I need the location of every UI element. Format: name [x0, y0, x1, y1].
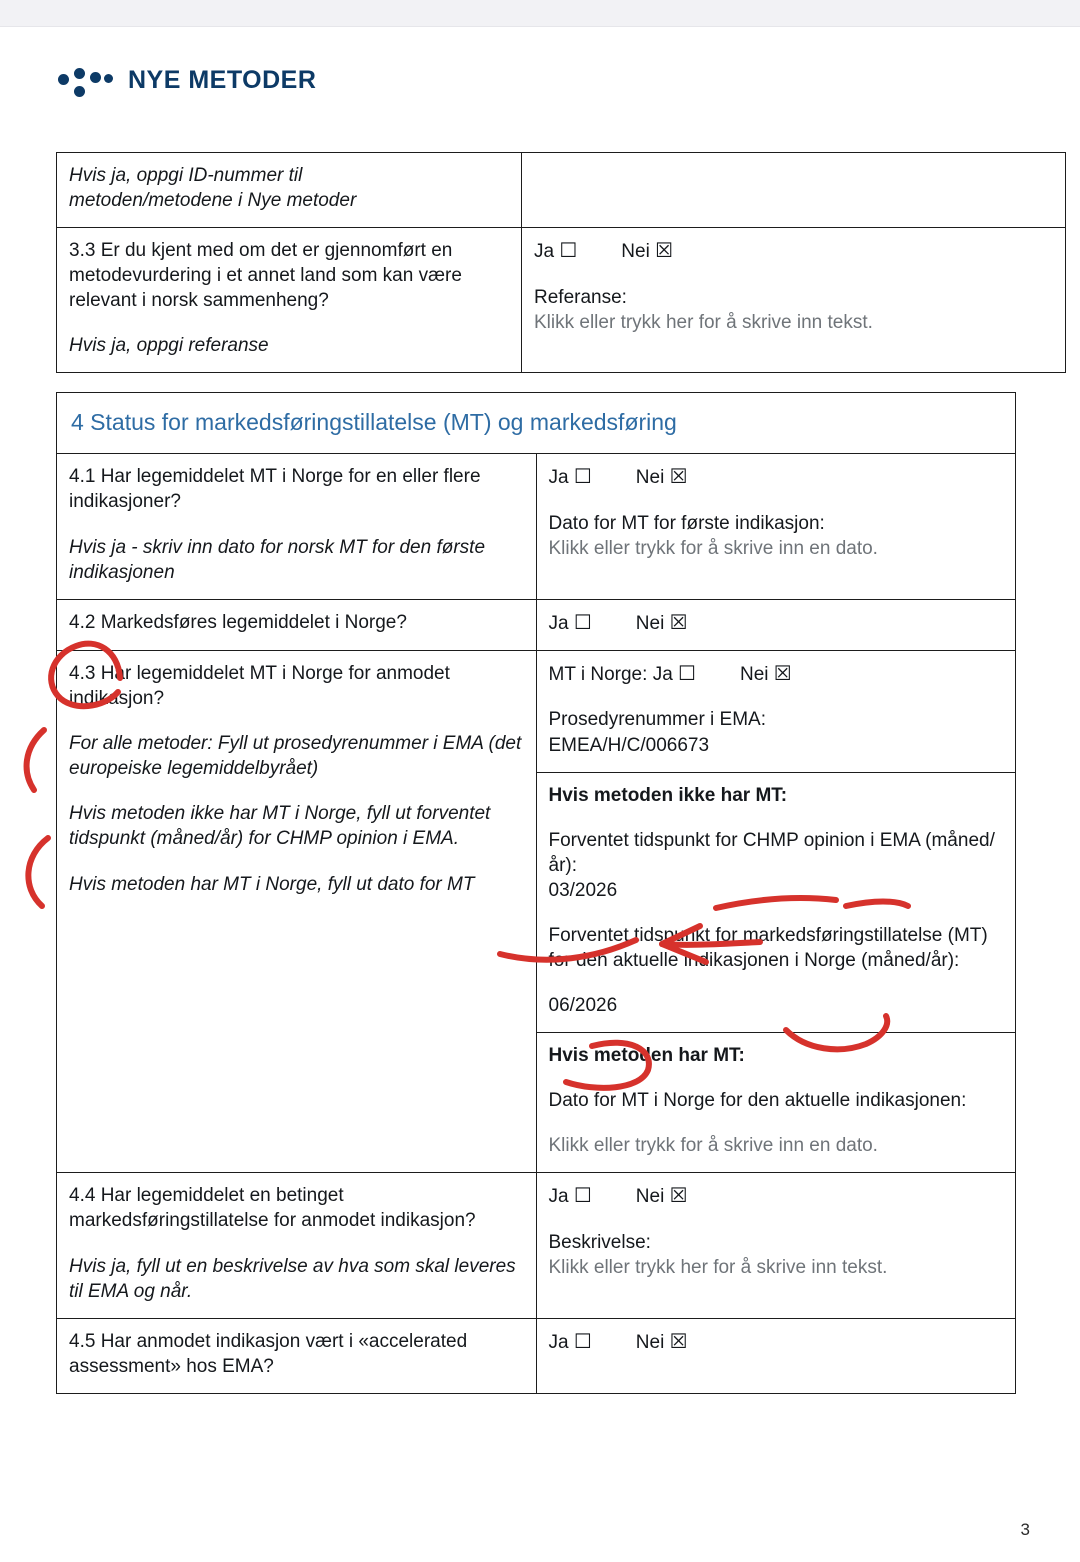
row-answer-cell [536, 599, 1016, 650]
checkbox-nei[interactable]: ☒ [669, 611, 688, 634]
option-ja[interactable]: Ja ☐ [548, 466, 592, 489]
expected-mt-norway-label: Forventet tidspunkt for markedsføringstillatelse (MT) for den aktuelle indikasjonen i Norge (måned/år): [548, 924, 988, 971]
has-mt-heading: Hvis metoden har MT: [548, 1045, 745, 1067]
brand-name: NYE METODER [128, 65, 317, 94]
option-nei[interactable]: Nei ☒ [635, 1330, 688, 1353]
yes-no-group[interactable] [549, 661, 1004, 687]
procedure-number-value[interactable]: EMEA/H/C/006673 [548, 734, 710, 756]
row-label-line: Hvis ja, oppgi ID-nummer til [69, 165, 303, 186]
checkbox-nei[interactable]: ☒ [669, 466, 688, 489]
option-nei[interactable]: Nei ☒ [635, 1185, 688, 1208]
row-label-line: metoden/metodene i Nye metoder [69, 190, 357, 212]
option-ja[interactable]: Ja ☐ [534, 240, 578, 263]
row-label-cell [57, 599, 537, 650]
table-row [57, 1318, 1016, 1393]
table-section-4 [56, 392, 1016, 1394]
row-answer-cell[interactable] [522, 153, 1066, 228]
table-row [57, 454, 1016, 599]
row-answer-cell [536, 454, 1016, 599]
option-nei[interactable]: Nei ☒ [621, 240, 674, 263]
table-row [57, 599, 1016, 650]
checkbox-ja[interactable]: ☐ [678, 663, 696, 686]
checkbox-nei[interactable]: ☒ [773, 663, 792, 686]
reference-label: Referanse: [534, 286, 627, 308]
row-label-cell [57, 454, 537, 599]
checkbox-ja[interactable]: ☐ [573, 611, 592, 634]
row-label-cell [57, 153, 522, 228]
brand-logo [58, 58, 316, 102]
checkbox-ja[interactable]: ☐ [559, 240, 578, 263]
mt-date-placeholder[interactable]: Klikk eller trykk for å skrive inn en dato. [548, 1135, 878, 1157]
checkbox-ja[interactable]: ☐ [573, 1330, 592, 1353]
table-row [57, 651, 1016, 773]
option-ja[interactable]: Ja ☐ [548, 1330, 592, 1353]
procedure-number-label: Prosedyrenummer i EMA: [548, 709, 767, 731]
section-title: 4 Status for markedsføringstillatelse (MT) og markedsføring [71, 409, 677, 435]
row-answer-cell [536, 651, 1016, 773]
checkbox-nei[interactable]: ☒ [669, 1330, 688, 1353]
yes-no-group[interactable] [549, 1183, 1004, 1209]
row-label-cell [57, 228, 522, 373]
row-answer-cell [536, 1318, 1016, 1393]
row-answer-cell [536, 772, 1016, 1033]
question-hint: Hvis ja - skriv inn dato for norsk MT for den første indikasjonen [69, 536, 486, 583]
description-placeholder[interactable]: Klikk eller trykk her for å skrive inn tekst. [548, 1256, 888, 1278]
section-header-row [57, 393, 1016, 454]
table-row [57, 228, 1066, 373]
no-mt-heading: Hvis metoden ikke har MT: [548, 784, 788, 806]
chmp-opinion-value[interactable]: 03/2026 [548, 879, 618, 901]
option-ja[interactable]: Ja ☐ [548, 611, 592, 634]
option-nei[interactable]: Nei ☒ [635, 611, 688, 634]
nye-metoder-dots-icon [58, 58, 112, 102]
option-nei[interactable]: Nei ☒ [635, 466, 688, 489]
expected-mt-norway-value[interactable]: 06/2026 [548, 995, 618, 1017]
description-label: Beskrivelse: [548, 1231, 651, 1253]
question-hint: Hvis ja, fyll ut en beskrivelse av hva som skal leveres til EMA og når. [69, 1255, 516, 1302]
question-text: 3.3 Er du kjent med om det er gjennomført en metodevurdering i et annet land som kan være relevant i norsk sammenheng? [69, 240, 462, 312]
question-hint: Hvis metoden har MT i Norge, fyll ut dato for MT [69, 873, 475, 895]
chmp-opinion-label: Forventet tidspunkt for CHMP opinion i EMA (måned/år): [548, 829, 995, 876]
row-answer-cell [536, 1033, 1016, 1173]
option-ja[interactable]: Ja ☐ [548, 1185, 592, 1208]
question-hint: Hvis metoden ikke har MT i Norge, fyll ut forventet tidspunkt (måned/år) for CHMP opinion i EMA. [69, 803, 491, 850]
option-ja[interactable]: MT i Norge: Ja ☐ [548, 663, 696, 686]
date-placeholder[interactable]: Klikk eller trykk for å skrive inn en dato. [548, 537, 878, 559]
page-number: 3 [1020, 1520, 1030, 1539]
yes-no-group[interactable] [534, 238, 1053, 264]
question-text: 4.5 Har anmodet indikasjon vært i «accelerated assessment» hos EMA? [69, 1330, 468, 1377]
question-text: 4.4 Har legemiddelet en betinget markedsføringstillatelse for anmodet indikasjon? [69, 1185, 476, 1232]
mt-date-label: Dato for MT i Norge for den aktuelle indikasjonen: [548, 1090, 967, 1112]
yes-no-group[interactable] [549, 610, 1004, 636]
checkbox-nei[interactable]: ☒ [655, 240, 674, 263]
question-text: 4.2 Markedsføres legemiddelet i Norge? [69, 611, 407, 633]
checkbox-ja[interactable]: ☐ [573, 1185, 592, 1208]
question-hint: For alle metoder: Fyll ut prosedyrenummer i EMA (det europeiske legemiddelbyrået) [69, 733, 522, 780]
question-text: 4.1 Har legemiddelet MT i Norge for en eller flere indikasjoner? [69, 466, 481, 513]
checkbox-nei[interactable]: ☒ [669, 1185, 688, 1208]
option-nei[interactable]: Nei ☒ [739, 663, 792, 686]
question-hint: Hvis ja, oppgi referanse [69, 335, 269, 357]
question-text: 4.3 Har legemiddelet MT i Norge for anmodet indikasjon? [69, 663, 450, 710]
date-label: Dato for MT for første indikasjon: [548, 512, 825, 534]
table-row [57, 1173, 1016, 1318]
yes-no-group[interactable] [549, 1329, 1004, 1355]
row-label-cell [57, 1318, 537, 1393]
table-section-3 [56, 152, 1016, 373]
row-label-cell [57, 651, 537, 1173]
bracket-left-ema [27, 730, 44, 790]
bracket-left-chmp [28, 838, 48, 906]
section-header-cell [57, 393, 1016, 454]
checkbox-ja[interactable]: ☐ [573, 466, 592, 489]
row-answer-cell [522, 228, 1066, 373]
reference-placeholder[interactable]: Klikk eller trykk her for å skrive inn tekst. [534, 311, 873, 333]
row-label-cell [57, 1173, 537, 1318]
yes-no-group[interactable] [549, 464, 1004, 490]
row-answer-cell [536, 1173, 1016, 1318]
table-row [57, 153, 1066, 228]
top-strip [0, 0, 1080, 27]
